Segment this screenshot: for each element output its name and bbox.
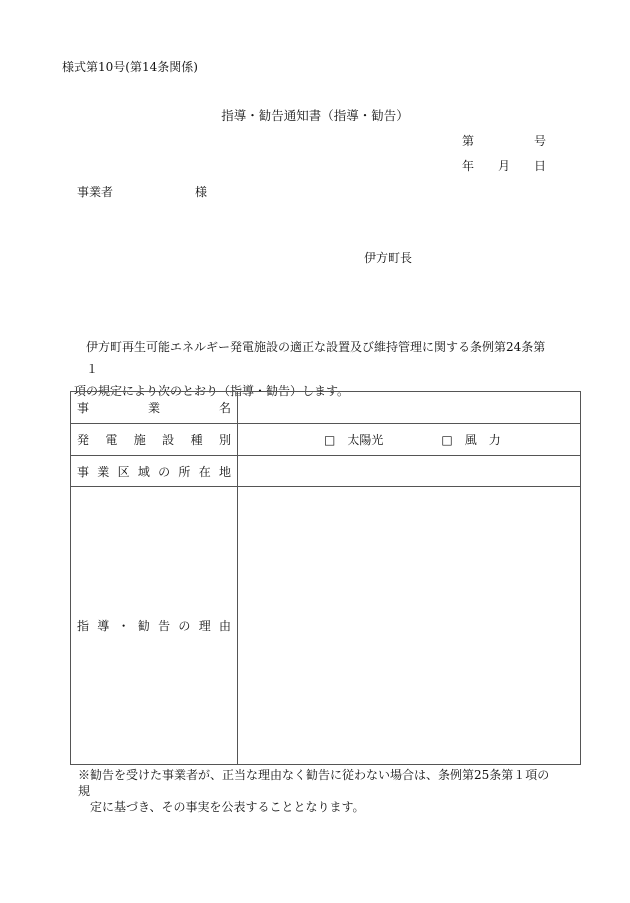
label-char: 電 [105, 433, 118, 447]
document-title: 指導・勧告通知書（指導・勧告） [221, 108, 409, 123]
label-char: の [158, 464, 171, 479]
checkbox-wind-icon[interactable]: □ [441, 433, 453, 447]
option-wind[interactable] [441, 431, 500, 448]
label-char: 域 [137, 464, 150, 479]
label-char: 所 [178, 464, 191, 479]
label-char: 地 [218, 464, 231, 479]
table-row [71, 392, 581, 424]
label-char: 在 [198, 464, 211, 479]
label-char: 業 [147, 401, 160, 415]
label-char: 理 [198, 619, 211, 633]
label-char: 区 [117, 464, 130, 479]
label-char: 名 [218, 401, 231, 415]
label-char: 勧 [137, 619, 150, 633]
facility-type-field [238, 424, 581, 456]
label-char: 施 [133, 433, 146, 447]
table-row [71, 424, 581, 456]
business-name-field[interactable] [238, 392, 581, 424]
date-month: 月 [497, 159, 510, 173]
date-year: 年 [462, 159, 475, 173]
label-char: 指 [77, 619, 90, 633]
option-solar[interactable] [324, 431, 383, 448]
table-row [71, 456, 581, 487]
document-number-line [462, 132, 546, 149]
label-char: 設 [162, 433, 175, 447]
number-suffix: 号 [533, 134, 546, 148]
business-location-field[interactable] [238, 456, 581, 487]
number-prefix: 第 [462, 134, 475, 148]
date-line [462, 157, 546, 174]
row-label-reason [71, 487, 238, 765]
label-char: ・ [117, 619, 130, 633]
footnote-line-2: 定に基づき、その事実を公表することとなります。 [90, 800, 365, 814]
addressee-honorific: 様 [195, 185, 208, 199]
row-label-business-location [71, 456, 238, 487]
label-char: 由 [218, 619, 231, 633]
reason-field[interactable] [238, 487, 581, 765]
label-char: 事 [77, 401, 90, 415]
body-line-1: 伊方町再生可能エネルギー発電施設の適正な設置及び維持管理に関する条例第24条第１ [86, 340, 546, 376]
option-solar-label: 太陽光 [347, 433, 384, 447]
label-char: 業 [97, 464, 110, 479]
label-char: の [178, 619, 191, 633]
sender-name: 伊方町長 [364, 251, 413, 265]
label-char: 種 [190, 433, 203, 447]
label-char: 告 [158, 619, 171, 633]
label-char: 発 [77, 433, 90, 447]
row-label-facility-type [71, 424, 238, 456]
notice-form-table [70, 391, 581, 765]
label-char: 別 [218, 433, 231, 447]
label-char: 事 [77, 464, 90, 479]
addressee-label: 事業者 [77, 185, 114, 199]
option-wind-label: 風 力 [464, 433, 501, 447]
footnote [78, 767, 558, 815]
row-label-business-name [71, 392, 238, 424]
table-row [71, 487, 581, 765]
addressee [77, 183, 207, 200]
form-number: 様式第10号(第14条関係) [62, 60, 198, 74]
footnote-line-1: ※勧告を受けた事業者が、正当な理由なく勧告に従わない場合は、条例第25条第１項の規 [78, 768, 550, 798]
checkbox-solar-icon[interactable]: □ [324, 433, 336, 447]
label-char: 導 [97, 619, 110, 633]
date-day: 日 [533, 159, 546, 173]
body-line-2: 項の規定により次のとおり（指導・勧告）します。 [74, 384, 350, 398]
